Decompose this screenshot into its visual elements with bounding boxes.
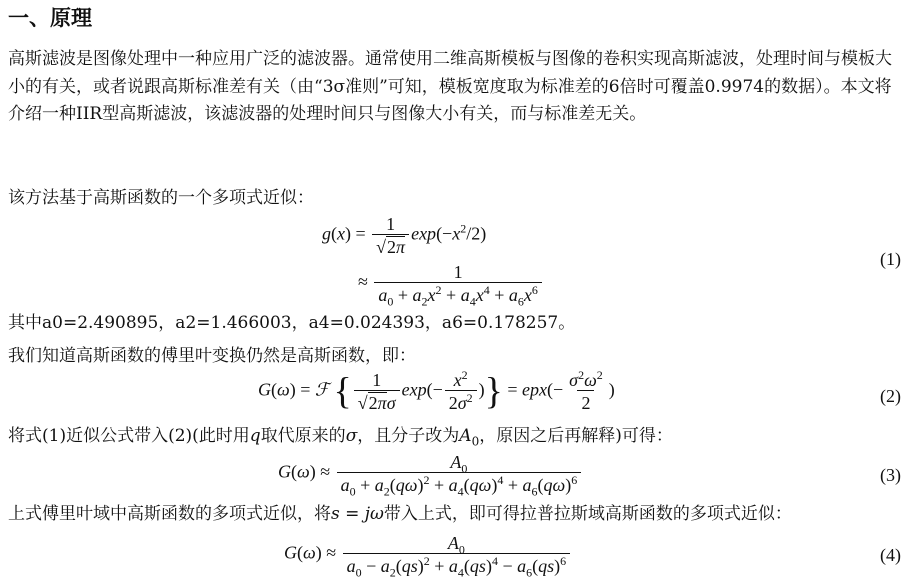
section-heading: 一、原理 (8, 6, 92, 30)
equation-1-line-1: g(x) = $\frac{1}{√2\pi}$ $\exp(-x^2/2)$ (322, 214, 487, 257)
coefficients-paragraph: 其中a0=2.490895，a2=1.466003，a4=0.024393，a6=0.178257。 (8, 313, 576, 333)
laplace-paragraph: 上式傅里叶域中高斯函数的多项式近似，将s = jω带入上式，即可得拉普拉斯域高斯函数的多项式近似： (8, 504, 792, 524)
equation-number-1: (1) (880, 249, 901, 269)
equation-4: G(ω) ≈ $\frac{A_0}{a_0 - a_2(qs)^2 + a_4(qs)^4 - a_6(qs)^6}$ (284, 533, 572, 576)
method-paragraph: 该方法基于高斯函数的一个多项式近似： (8, 188, 314, 208)
equation-number-2: (2) (880, 386, 901, 406)
equation-1-line-2: ≈ $\frac{1}{a_0 + a_2x^2 + a_4x^4 + a_6x^6}$ (358, 262, 544, 305)
equation-number-4: (4) (880, 545, 901, 565)
substitution-paragraph: 将式(1)近似公式带入(2)(此时用q取代原来的σ，且分子改为$A_0$，原因之后再解释)可得： (8, 426, 673, 449)
equation-number-3: (3) (880, 465, 901, 485)
equation-3: G(ω) ≈ $\frac{A_0}{a_0 + a_2(q\omega)^2 + a_4(q\omega)^4 + a_6(q\omega)^6}$ (278, 452, 583, 495)
intro-paragraph: 高斯滤波是图像处理中一种应用广泛的滤波器。通常使用二维高斯模板与图像的卷积实现高斯滤波，处理时间与模板大小的有关，或者说跟高斯标准差有关（由“3σ准则”可知，模板宽度取为标准差的6倍时可覆盖0.9974的数据）。本文将介绍一种IIR型高斯滤波，该滤波器的处理时间只与图像大小有关，而与标准差无关。 (8, 49, 892, 124)
equation-2: G(ω) = ℱ { $\frac{1}{√2\pi\sigma}$ exp(− $\frac{x^2}{2\sigma^2}$ )} = epx(− $\frac{\sigma^2\omega^2}{2}$ ) (258, 368, 615, 413)
fourier-paragraph: 我们知道高斯函数的傅里叶变换仍然是高斯函数，即： (8, 346, 416, 366)
